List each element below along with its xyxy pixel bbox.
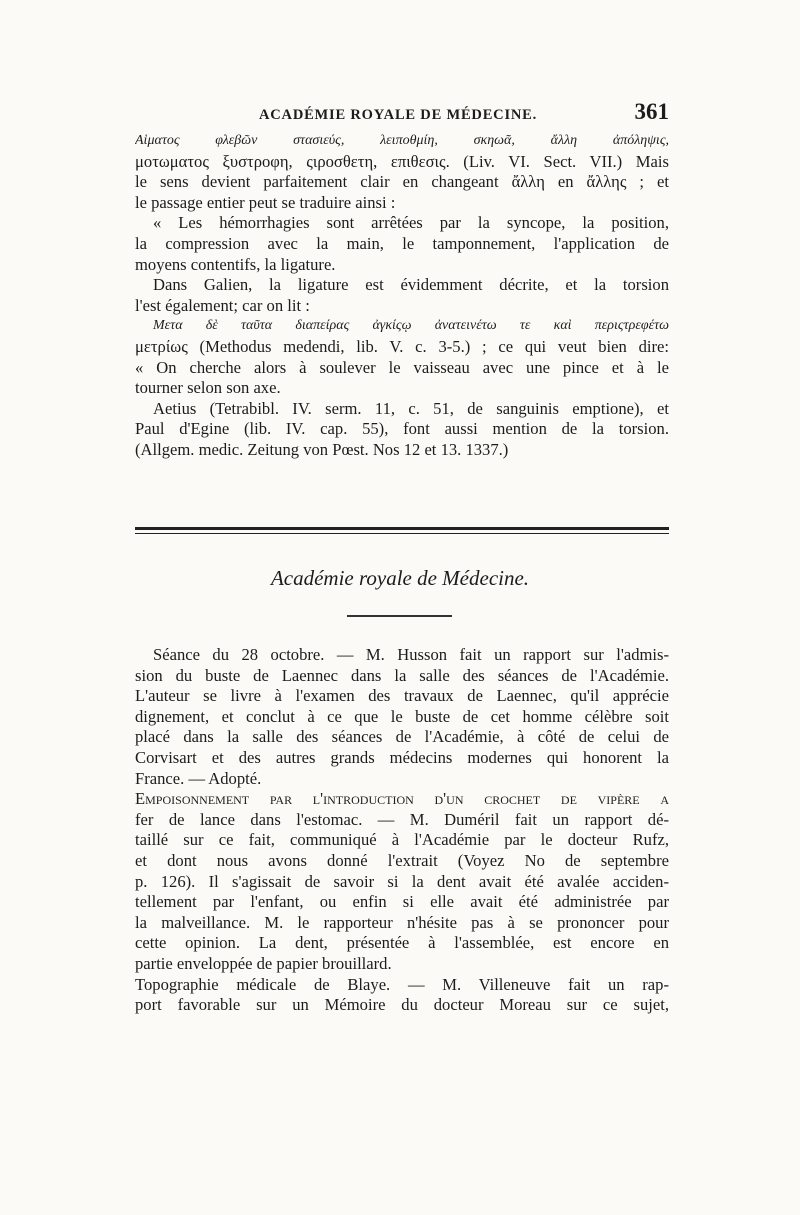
text-line: μοτωματος ξυστροφη, ςιροσθετη, επιθεσις. (Liv. VI. Sect. VII.) Mais xyxy=(135,151,669,171)
text-line: moyens contentifs, la ligature. xyxy=(135,254,336,274)
text-line: Αἱματος φλεβῶν στασιεύς, λειποθμίη, σκηωᾶ, ἄλλη ἀπόληψις, xyxy=(135,133,669,148)
text-line: le passage entier peut se traduire ainsi : xyxy=(135,192,396,212)
text-line: Paul d'Egine (lib. IV. cap. 55), font aussi mention de la torsion. xyxy=(135,419,669,439)
running-title: ACADÉMIE ROYALE DE MÉDECINE. xyxy=(259,107,538,123)
text-line: sion du buste de Laennec dans la salle des séances de l'Académie. xyxy=(135,665,669,685)
text-line: Topographie médicale de Blaye. — M. Villeneuve fait un rap- xyxy=(135,974,669,994)
text-line: port favorable sur un Mémoire du docteur Moreau sur ce sujet, xyxy=(135,995,669,1015)
text-line: tellement par l'enfant, ou enfin si elle avait été administrée par xyxy=(135,892,669,912)
text-line: cette opinion. La dent, présentée à l'assemblée, est encore en xyxy=(135,933,669,953)
text-line: fer de lance dans l'estomac. — M. Duméril fait un rapport dé- xyxy=(135,809,669,829)
text-line: partie enveloppée de papier brouillard. xyxy=(135,953,392,973)
text-line: Aetius (Tetrabibl. IV. serm. 11, c. 51, de sanguinis emptione), et xyxy=(153,398,669,418)
text-line: μετρίως (Methodus medendi, lib. V. c. 3-5.) ; ce qui veut bien dire: xyxy=(135,336,669,356)
top-text-block xyxy=(135,131,669,461)
text-line: p. 126). Il s'agissait de savoir si la dent avait été avalée acciden- xyxy=(135,871,669,891)
section-divider xyxy=(135,527,669,534)
text-line: Empoisonnement par l'introduction d'un crochet de vipère a xyxy=(135,789,669,809)
text-line: Dans Galien, la ligature est évidemment décrite, et la torsion xyxy=(153,275,669,295)
text-line: L'auteur se livre à l'examen des travaux de Laennec, qu'il apprécie xyxy=(135,686,669,706)
text-line: « Les hémorrhagies sont arrêtées par la syncope, la position, xyxy=(153,213,669,233)
text-line: dignement, et conclut à ce que le buste de cet homme célèbre soit xyxy=(135,706,669,726)
heading-underline xyxy=(347,615,452,617)
text-line: et dont nous avons donné l'extrait (Voyez No de septembre xyxy=(135,850,669,870)
page-body xyxy=(135,97,669,461)
text-line: le sens devient parfaitement clair en changeant ἄλλη en ἄλλης ; et xyxy=(135,172,669,192)
section-body xyxy=(135,645,669,1016)
text-line: France. — Adopté. xyxy=(135,768,262,788)
page-number: 361 xyxy=(634,99,669,124)
text-line: Corvisart et des autres grands médecins modernes qui honorent la xyxy=(135,747,669,767)
text-line: placé dans la salle des séances de l'Académie, à côté de celui de xyxy=(135,727,669,747)
text-line: Μετα δὲ ταῦτα διαπείρας ἀγκίςῳ ἀνατεινέτω τε καὶ περιςτρεφέτω xyxy=(153,318,669,334)
text-line: Séance du 28 octobre. — M. Husson fait un rapport sur l'admis- xyxy=(153,645,669,664)
running-header xyxy=(135,97,669,127)
text-line: taillé sur ce fait, communiqué à l'Académie par le docteur Rufz, xyxy=(135,830,669,850)
bottom-text-block xyxy=(135,645,669,1016)
text-line: tourner selon son axe. xyxy=(135,378,281,398)
text-line: la malveillance. M. le rapporteur n'hésite pas à se prononcer pour xyxy=(135,912,669,932)
text-line: l'est également; car on lit : xyxy=(135,295,310,315)
text-line: (Allgem. medic. Zeitung von Pœst. Nos 12 et 13. 1337.) xyxy=(135,439,509,459)
text-line: la compression avec la main, le tamponnement, l'application de xyxy=(135,233,669,253)
section-heading: Académie royale de Médecine. xyxy=(270,566,530,590)
text-line: « On cherche alors à soulever le vaisseau avec une pince et à le xyxy=(135,357,669,377)
